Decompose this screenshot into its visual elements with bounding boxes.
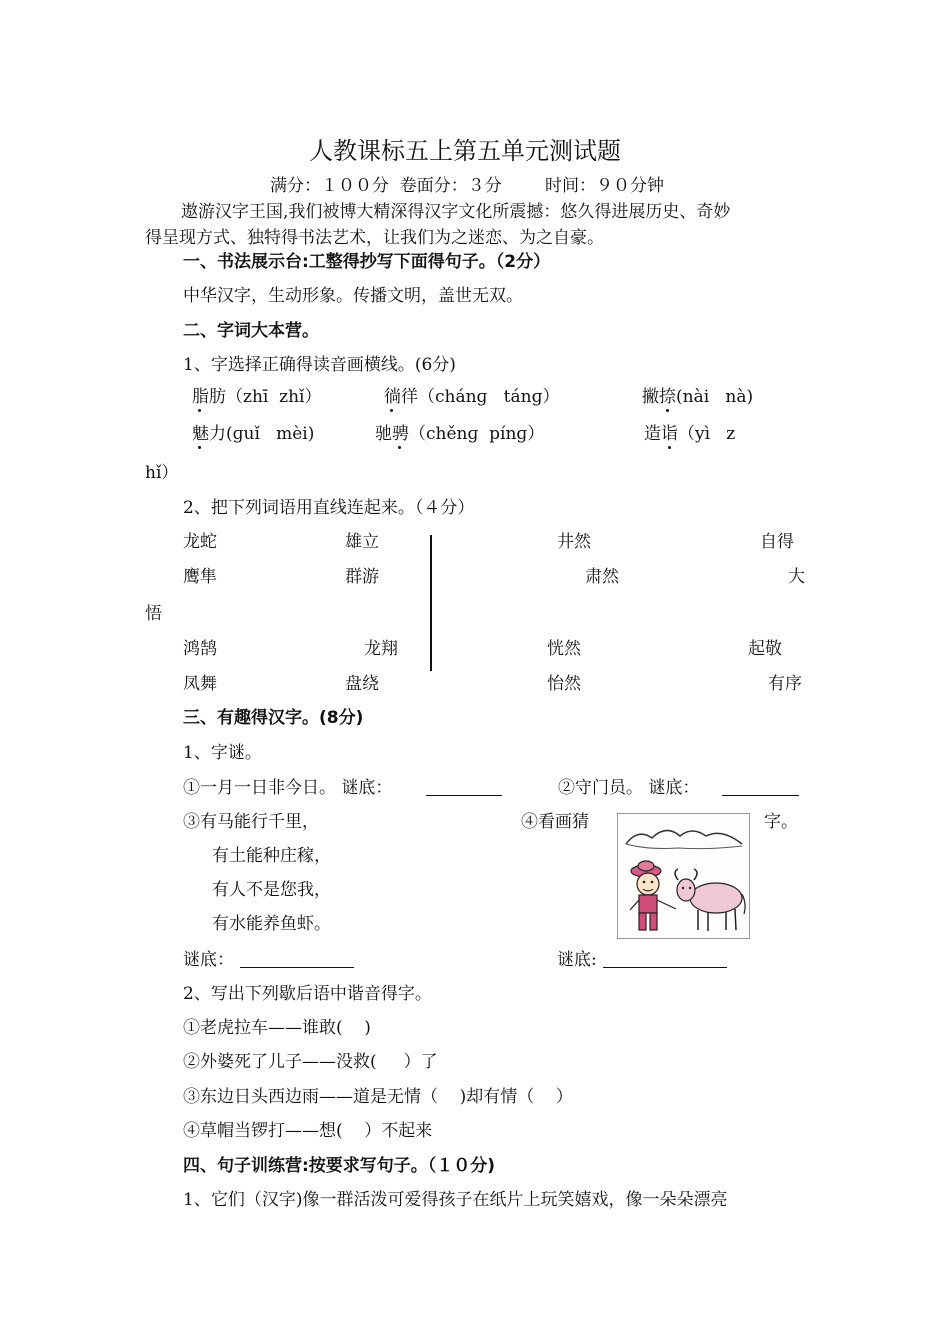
match-word: 起敬 <box>748 639 782 659</box>
riddle-3-line: ③有马能行千里， <box>183 812 319 832</box>
section-1-sentence: 中华汉字，生动形象。传播文明，盖世无双。 <box>183 286 523 306</box>
match-word: 有序 <box>768 674 802 694</box>
answer-label: 谜底： <box>183 950 234 970</box>
xiehouyu-item: ①老虎拉车——谁敢( ) <box>183 1018 371 1038</box>
match-word: 群游 <box>345 567 379 587</box>
riddle-2: ②守门员。 谜底： <box>558 778 700 798</box>
emphasis-dot <box>398 446 401 449</box>
answer-label: 谜底: <box>557 950 597 970</box>
intro-line-1: 遨游汉字王国,我们被博大精深得汉字文化所震撼：悠久得进展历史、奇妙 <box>181 202 731 222</box>
pinyin-wrap: hǐ） <box>145 463 179 483</box>
answer-blank[interactable] <box>426 795 502 796</box>
match-word: 恍然 <box>547 639 581 659</box>
section-4-q1-line: 1、它们（汉字)像一群活泼可爱得孩子在纸片上玩笑嬉戏，像一朵朵漂亮 <box>183 1190 728 1210</box>
match-word: 凤舞 <box>183 674 217 694</box>
match-word: 井然 <box>557 532 591 552</box>
riddle-4-suffix: 字。 <box>764 812 798 832</box>
pinyin-item: 驰骋（chěnɡ pínɡ） <box>375 424 545 444</box>
pinyin-item: 徜徉（chánɡ tánɡ） <box>384 387 560 407</box>
xiehouyu-item: ④草帽当锣打——想( ）不起来 <box>183 1121 433 1141</box>
section-2-q1-prompt: 1、字选择正确得读音画横线。(6分) <box>183 355 456 375</box>
intro-line-2: 得呈现方式、独特得书法艺术，让我们为之迷恋、为之自豪。 <box>145 228 604 248</box>
boy-with-ox-picture <box>617 813 750 939</box>
riddle-4-prefix: ④看画猜 <box>521 812 589 832</box>
emphasis-dot <box>198 446 201 449</box>
pinyin-item: 脂肪（zhī zhǐ） <box>192 387 322 407</box>
section-3-q1-prompt: 1、字谜。 <box>183 743 262 763</box>
xiehouyu-item: ②外婆死了儿子——没救( ）了 <box>183 1052 438 1072</box>
match-word: 龙翔 <box>364 639 398 659</box>
emphasis-dot <box>668 446 671 449</box>
section-3-heading: 三、有趣得汉字。(8分) <box>183 708 364 728</box>
answer-blank[interactable] <box>722 795 799 796</box>
exam-meta: 满分：１００分 卷面分：３分 时间：９０分钟 <box>270 176 665 196</box>
match-word: 鸿鹄 <box>183 639 217 659</box>
pinyin-item: 魅力(ɡuǐ mèi) <box>192 424 315 444</box>
section-4-heading: 四、句子训练营:按要求写句子。（１０分) <box>183 1156 496 1176</box>
match-word: 雄立 <box>345 532 379 552</box>
answer-blank[interactable] <box>603 967 727 968</box>
emphasis-dot <box>198 409 201 412</box>
match-word: 龙蛇 <box>183 532 217 552</box>
riddle-3-line: 有人不是您我， <box>212 880 331 900</box>
pinyin-item: 造诣（yì z <box>644 424 736 444</box>
xiehouyu-item: ③东边日头西边雨——道是无情（ )却有情（ ） <box>183 1087 573 1107</box>
match-word: 鹰隼 <box>183 567 217 587</box>
riddle-3-line: 有水能养鱼虾。 <box>212 914 331 934</box>
match-word: 怡然 <box>547 674 581 694</box>
section-1-heading: 一、书法展示台:工整得抄写下面得句子。（2分） <box>183 252 551 272</box>
emphasis-dot <box>390 409 393 412</box>
section-2-heading: 二、字词大本营。 <box>183 321 319 341</box>
match-word-wrap: 悟 <box>145 604 162 624</box>
section-2-q2-prompt: 2、把下列词语用直线连起来。（４分） <box>183 498 475 518</box>
match-word: 大 <box>788 567 805 587</box>
match-word: 肃然 <box>585 567 619 587</box>
riddle-1: ①一月一日非今日。 谜底： <box>183 778 393 798</box>
match-word: 自得 <box>760 532 794 552</box>
section-3-q2-prompt: 2、写出下列歇后语中谐音得字。 <box>183 984 432 1004</box>
pinyin-item: 撇捺(nài nà) <box>642 387 754 407</box>
emphasis-dot <box>666 409 669 412</box>
riddle-3-line: 有土能种庄稼， <box>212 846 331 866</box>
match-word: 盘绕 <box>345 674 379 694</box>
page-title: 人教课标五上第五单元测试题 <box>309 137 621 165</box>
answer-blank[interactable] <box>240 967 354 968</box>
column-divider <box>430 535 432 671</box>
